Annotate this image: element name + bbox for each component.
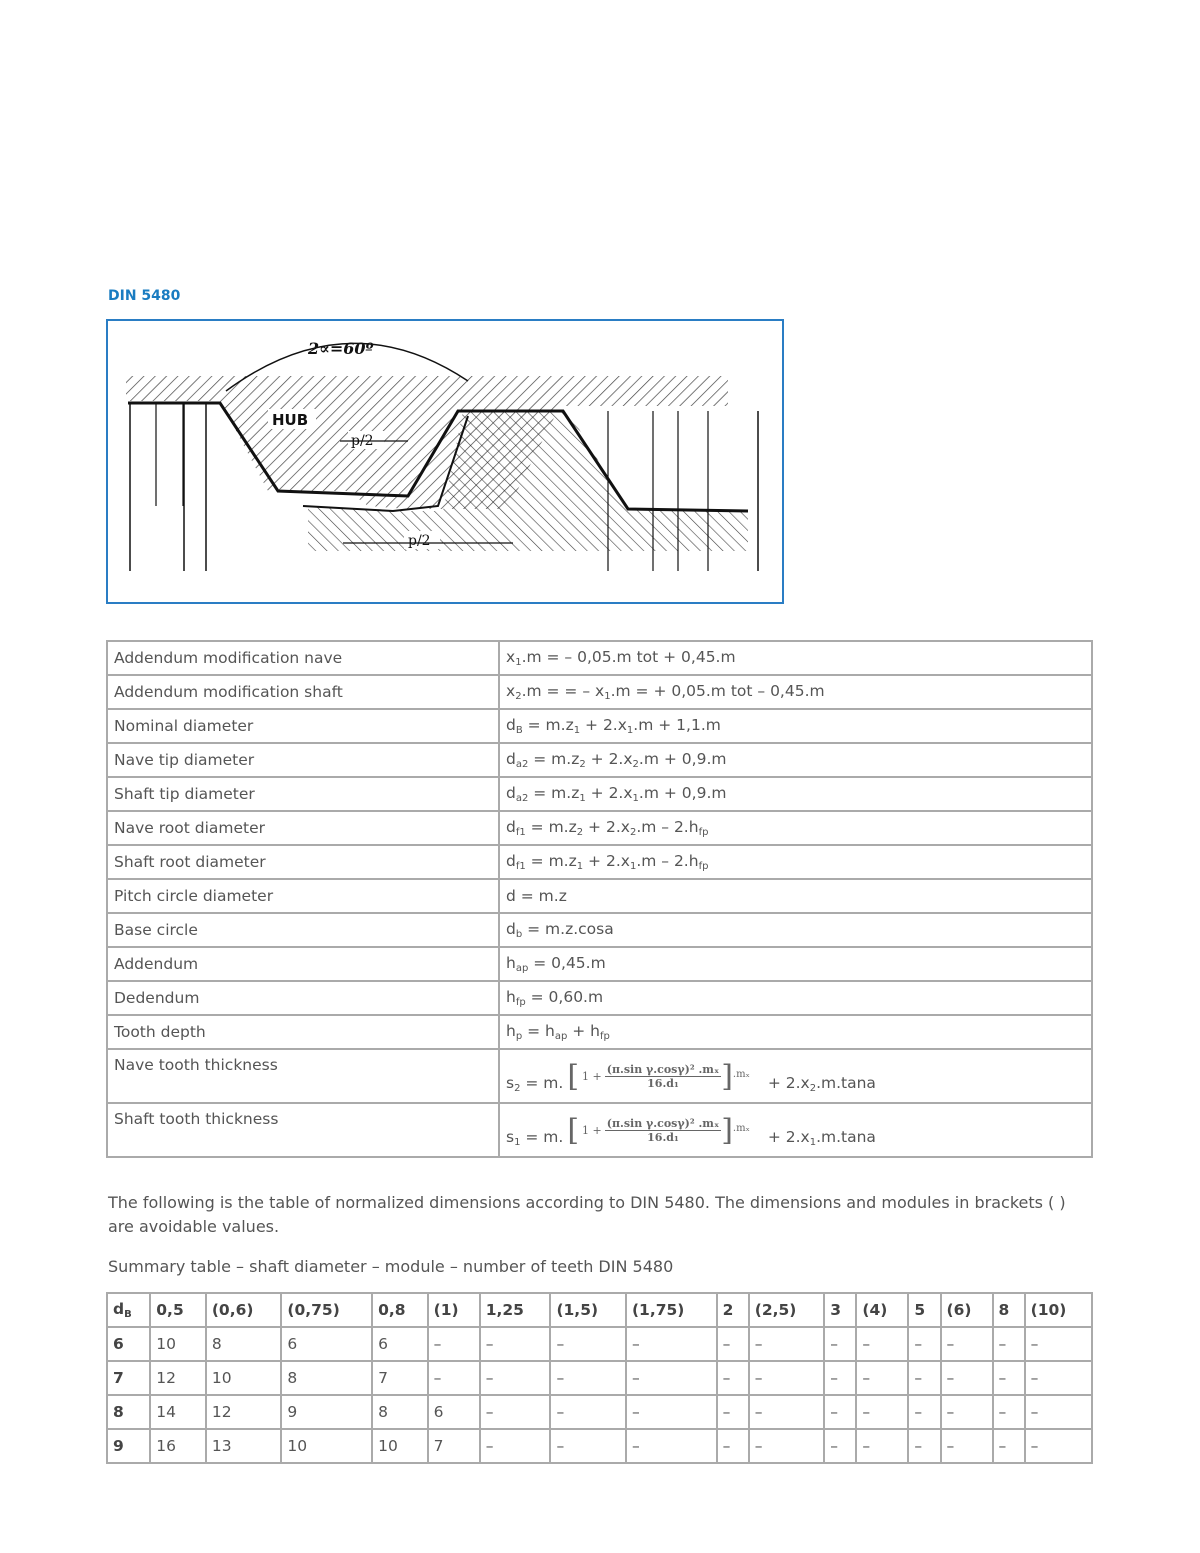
formula-row xyxy=(107,1015,1092,1049)
formula-expression: $x_2.m$ = = – $x_1.m$ = + 0,05.m tot – 0,45.m xyxy=(499,675,1092,709)
denominator: 16.d₁ xyxy=(647,1076,679,1090)
teeth-count-cell: – xyxy=(749,1429,825,1463)
subscript: 2 xyxy=(514,1082,521,1094)
formula-label: Nave tooth thickness xyxy=(107,1049,499,1103)
module-header-cell: 0,8 xyxy=(372,1293,428,1327)
module-header-cell: (2,5) xyxy=(749,1293,825,1327)
bracket-after: .mₓ xyxy=(732,1068,750,1080)
teeth-count-cell: – xyxy=(717,1361,749,1395)
formula-label: Shaft tooth thickness xyxy=(107,1103,499,1157)
subscript: 1 xyxy=(632,793,639,804)
subscript: fp xyxy=(600,1031,610,1042)
thickness-formula xyxy=(506,1059,876,1094)
module-header-cell: (10) xyxy=(1025,1293,1092,1327)
teeth-count-cell: – xyxy=(856,1327,908,1361)
teeth-count-cell: 8 xyxy=(206,1327,282,1361)
subscript: B xyxy=(515,725,523,736)
thickness-lhs: $s_1 = m$. xyxy=(506,1127,564,1148)
fraction xyxy=(605,1063,721,1090)
teeth-count-cell: – xyxy=(749,1327,825,1361)
diameter-cell: 7 xyxy=(107,1361,150,1395)
thickness-expression xyxy=(499,1103,1092,1157)
denominator: 16.d₁ xyxy=(647,1130,679,1144)
subscript: 1 xyxy=(629,861,637,872)
teeth-count-cell: – xyxy=(993,1361,1025,1395)
dims-row xyxy=(107,1361,1092,1395)
subscript: 2 xyxy=(809,1082,817,1094)
numerator: (π.sin γ.cosγ)² .mₓ xyxy=(606,1116,720,1130)
teeth-count-cell: 10 xyxy=(206,1361,282,1395)
bracket-one: 1 + xyxy=(582,1069,602,1083)
teeth-count-cell: – xyxy=(550,1395,626,1429)
subscript: 2 xyxy=(632,759,639,770)
thickness-tail: + $2.x_2.m.\tan a$ xyxy=(767,1073,876,1094)
summary-caption: Summary table – shaft diameter – module – number of teeth DIN 5480 xyxy=(108,1257,674,1276)
teeth-count-cell: 6 xyxy=(281,1327,372,1361)
angle-label: 2∝=60º xyxy=(308,339,374,358)
formula-label: Nave tip diameter xyxy=(107,743,499,777)
module-header-cell: (1,5) xyxy=(550,1293,626,1327)
module-header-cell: 2 xyxy=(717,1293,749,1327)
formula-label: Shaft tip diameter xyxy=(107,777,499,811)
teeth-count-cell: – xyxy=(550,1327,626,1361)
teeth-count-cell: – xyxy=(824,1395,856,1429)
subscript: f1 xyxy=(515,827,526,838)
thickness-row xyxy=(107,1049,1092,1103)
teeth-count-cell: – xyxy=(941,1395,993,1429)
subscript: a2 xyxy=(515,759,529,770)
teeth-count-cell: – xyxy=(856,1429,908,1463)
teeth-count-cell: – xyxy=(908,1395,940,1429)
hub-region xyxy=(126,376,728,509)
formula-row xyxy=(107,981,1092,1015)
subscript: p xyxy=(515,1031,523,1042)
teeth-count-cell: – xyxy=(480,1361,551,1395)
subscript: f1 xyxy=(515,861,526,872)
formula-row xyxy=(107,641,1092,675)
subscript: 1 xyxy=(579,793,586,804)
teeth-count-cell: 6 xyxy=(428,1395,480,1429)
subscript: ap xyxy=(515,963,529,974)
formula-expression: $d_{a2} = m.z_1 + 2.x_1.m + 0,9.m$ xyxy=(499,777,1092,811)
subscript: fp xyxy=(515,997,526,1008)
subscript: a2 xyxy=(515,793,529,804)
formula-label: Addendum modification shaft xyxy=(107,675,499,709)
subscript: 2 xyxy=(629,827,637,838)
teeth-count-cell: 10 xyxy=(281,1429,372,1463)
teeth-count-cell: – xyxy=(749,1395,825,1429)
formula-expression: $d_{f1} = m.z_2 + 2.x_2.m - 2.h_{fp}$ xyxy=(499,811,1092,845)
teeth-count-cell: – xyxy=(824,1327,856,1361)
thickness-tail: + $2.x_1.m.\tan a$ xyxy=(767,1127,876,1148)
teeth-count-cell: 12 xyxy=(150,1361,206,1395)
formula-expression: $d_b = m.z.\cos a$ xyxy=(499,913,1092,947)
teeth-count-cell: – xyxy=(717,1429,749,1463)
subscript: 2 xyxy=(579,759,586,770)
teeth-count-cell: – xyxy=(908,1429,940,1463)
module-header-cell: 5 xyxy=(908,1293,940,1327)
teeth-count-cell: – xyxy=(824,1361,856,1395)
teeth-count-cell: – xyxy=(550,1361,626,1395)
dims-row xyxy=(107,1429,1092,1463)
module-header-cell: 8 xyxy=(993,1293,1025,1327)
formula-row xyxy=(107,811,1092,845)
module-header-cell: (1,75) xyxy=(626,1293,717,1327)
numerator: (π.sin γ.cosγ)² .mₓ xyxy=(606,1062,720,1076)
bracket-after: .mₓ xyxy=(732,1122,750,1134)
formula-row xyxy=(107,845,1092,879)
formula-row xyxy=(107,675,1092,709)
formula-row xyxy=(107,743,1092,777)
section-heading: DIN 5480 xyxy=(108,288,181,304)
thickness-expression xyxy=(499,1049,1092,1103)
subscript: 1 xyxy=(514,1136,521,1148)
subscript: 1 xyxy=(604,691,611,702)
teeth-count-cell: 16 xyxy=(150,1429,206,1463)
bracket-one: 1 + xyxy=(582,1123,602,1137)
formula-row xyxy=(107,913,1092,947)
teeth-count-cell: 10 xyxy=(372,1429,428,1463)
teeth-count-cell: – xyxy=(749,1361,825,1395)
subscript: 1 xyxy=(626,725,634,736)
teeth-count-cell: – xyxy=(550,1429,626,1463)
left-bracket: [ xyxy=(567,1112,580,1148)
teeth-count-cell: – xyxy=(824,1429,856,1463)
teeth-count-cell: – xyxy=(428,1361,480,1395)
subscript: 1 xyxy=(515,657,522,668)
dims-header-row xyxy=(107,1293,1092,1327)
formula-expression: $d_B = m.z_1 + 2.x_1.m + 1,1.m$ xyxy=(499,709,1092,743)
formula-label: Dedendum xyxy=(107,981,499,1015)
teeth-count-cell: 14 xyxy=(150,1395,206,1429)
teeth-count-cell: 9 xyxy=(281,1395,372,1429)
subscript: 2 xyxy=(576,827,584,838)
teeth-count-cell: 8 xyxy=(281,1361,372,1395)
subscript: 2 xyxy=(515,691,522,702)
teeth-count-cell: – xyxy=(1025,1361,1092,1395)
right-bracket: ] xyxy=(721,1112,733,1148)
module-header-cell: 1,25 xyxy=(480,1293,551,1327)
thickness-formula xyxy=(506,1113,876,1148)
teeth-count-cell: – xyxy=(908,1327,940,1361)
teeth-count-cell: – xyxy=(626,1395,717,1429)
dims-row xyxy=(107,1395,1092,1429)
teeth-count-cell: – xyxy=(941,1327,993,1361)
teeth-count-cell: – xyxy=(993,1327,1025,1361)
formula-expression: $d_{a2} = m.z_2 + 2.x_2.m + 0,9.m$ xyxy=(499,743,1092,777)
module-header-cell: (6) xyxy=(941,1293,993,1327)
teeth-count-cell: – xyxy=(993,1395,1025,1429)
formula-row xyxy=(107,777,1092,811)
subscript: 1 xyxy=(576,861,584,872)
subscript: 1 xyxy=(573,725,581,736)
teeth-count-cell: – xyxy=(428,1327,480,1361)
formula-label: Base circle xyxy=(107,913,499,947)
teeth-count-cell: – xyxy=(908,1361,940,1395)
teeth-count-cell: – xyxy=(1025,1395,1092,1429)
half-pitch-label-top: p/2 xyxy=(351,433,374,449)
teeth-count-cell: – xyxy=(626,1327,717,1361)
teeth-count-cell: – xyxy=(941,1429,993,1463)
teeth-count-cell: – xyxy=(993,1429,1025,1463)
diameter-cell: 9 xyxy=(107,1429,150,1463)
right-bracket: ] xyxy=(721,1058,733,1094)
module-header-cell: 0,5 xyxy=(150,1293,206,1327)
teeth-count-cell: – xyxy=(717,1395,749,1429)
teeth-count-cell: 12 xyxy=(206,1395,282,1429)
half-pitch-label-bottom: p/2 xyxy=(408,533,431,549)
tooth-profile-figure xyxy=(106,319,784,604)
module-header-cell: (1) xyxy=(428,1293,480,1327)
thickness-lhs: $s_2 = m$. xyxy=(506,1073,564,1094)
subscript: fp xyxy=(698,827,709,838)
dims-row xyxy=(107,1327,1092,1361)
formula-expression: $h_p = h_{ap} + h_{fp}$ xyxy=(499,1015,1092,1049)
formula-table xyxy=(106,640,1093,1158)
formula-row xyxy=(107,879,1092,913)
teeth-count-cell: 7 xyxy=(428,1429,480,1463)
teeth-count-cell: 8 xyxy=(372,1395,428,1429)
teeth-count-cell: 13 xyxy=(206,1429,282,1463)
teeth-count-cell: 7 xyxy=(372,1361,428,1395)
formula-expression: $h_{fp} = 0,60.m$ xyxy=(499,981,1092,1015)
thickness-row xyxy=(107,1103,1092,1157)
formula-row xyxy=(107,709,1092,743)
teeth-count-cell: – xyxy=(480,1429,551,1463)
formula-expression: $d_{f1} = m.z_1 + 2.x_1.m - 2.h_{fp}$ xyxy=(499,845,1092,879)
teeth-count-cell: 10 xyxy=(150,1327,206,1361)
module-header-cell: (0,75) xyxy=(281,1293,372,1327)
hub-label: HUB xyxy=(272,411,309,429)
teeth-count-cell: – xyxy=(626,1429,717,1463)
diameter-cell: 6 xyxy=(107,1327,150,1361)
formula-label: Nave root diameter xyxy=(107,811,499,845)
teeth-count-cell: – xyxy=(480,1327,551,1361)
module-header-cell: 3 xyxy=(824,1293,856,1327)
subscript: 1 xyxy=(809,1136,817,1148)
formula-expression: $x_1.m$ = – 0,05.m tot + 0,45.m xyxy=(499,641,1092,675)
teeth-count-cell: – xyxy=(856,1361,908,1395)
formula-label: Pitch circle diameter xyxy=(107,879,499,913)
subscript: B xyxy=(124,1309,132,1320)
teeth-count-cell: 6 xyxy=(372,1327,428,1361)
dims-corner-cell: $d_B$ xyxy=(107,1293,150,1327)
subscript: b xyxy=(515,929,523,940)
formula-label: Nominal diameter xyxy=(107,709,499,743)
formula-label: Shaft root diameter xyxy=(107,845,499,879)
tooth-profile-diagram xyxy=(108,321,782,602)
formula-label: Addendum xyxy=(107,947,499,981)
formula-row xyxy=(107,947,1092,981)
module-header-cell: (4) xyxy=(856,1293,908,1327)
diameter-cell: 8 xyxy=(107,1395,150,1429)
intro-paragraph: The following is the table of normalized dimensions according to DIN 5480. The dimensions and modules in brackets ( ) are avoidable values. xyxy=(108,1193,1066,1236)
dimensions-table xyxy=(106,1292,1093,1464)
teeth-count-cell: – xyxy=(626,1361,717,1395)
formula-label: Tooth depth xyxy=(107,1015,499,1049)
formula-expression: $h_{ap} = 0,45.m$ xyxy=(499,947,1092,981)
teeth-count-cell: – xyxy=(856,1395,908,1429)
teeth-count-cell: – xyxy=(1025,1429,1092,1463)
subscript: fp xyxy=(698,861,709,872)
teeth-count-cell: – xyxy=(941,1361,993,1395)
teeth-count-cell: – xyxy=(1025,1327,1092,1361)
bracket-group xyxy=(567,1059,749,1094)
fraction xyxy=(605,1117,721,1144)
teeth-count-cell: – xyxy=(717,1327,749,1361)
formula-expression: d = m.z xyxy=(499,879,1092,913)
left-bracket: [ xyxy=(567,1058,580,1094)
bracket-group xyxy=(567,1113,749,1148)
module-header-cell: (0,6) xyxy=(206,1293,282,1327)
subscript: ap xyxy=(554,1031,568,1042)
teeth-count-cell: – xyxy=(480,1395,551,1429)
formula-label: Addendum modification nave xyxy=(107,641,499,675)
